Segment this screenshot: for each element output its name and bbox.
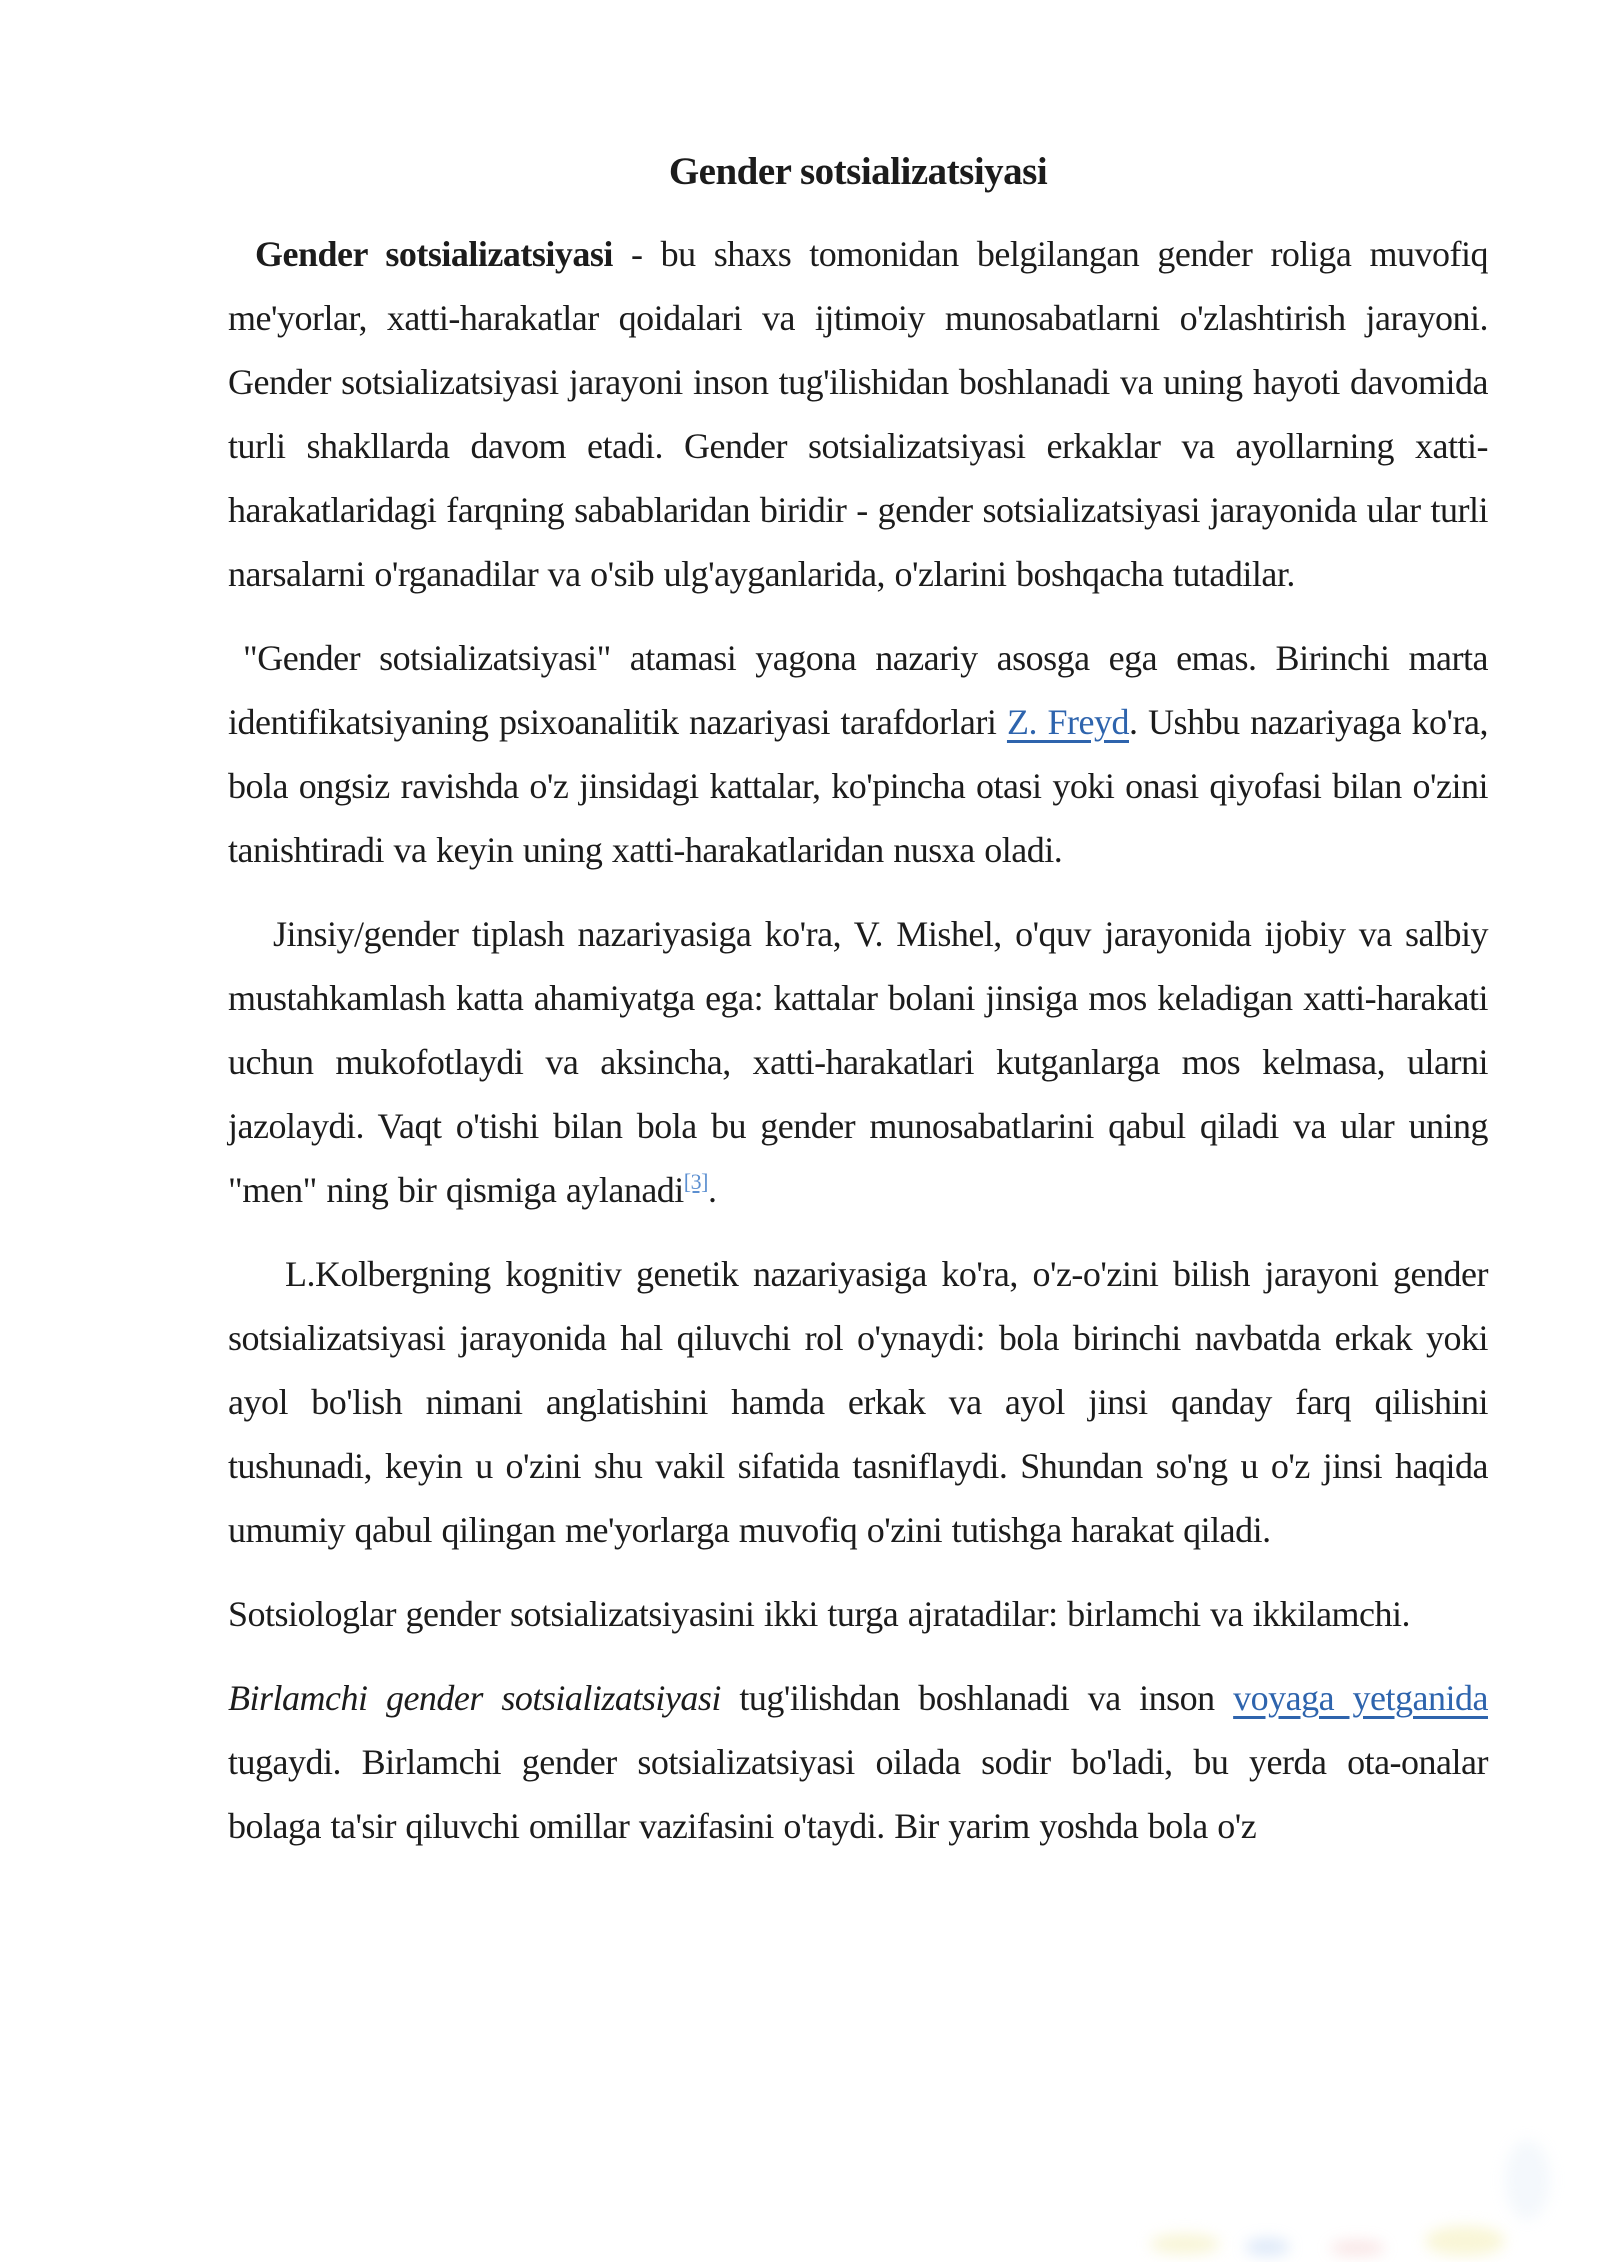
paragraph — [228, 1582, 1488, 1646]
text-run: "Gender sotsializatsiyasi" atamasi yagona nazariy asosga ega emas. Birinchi marta identifikatsiyaning psixoanalitik nazariyasi tarafdorlari — [228, 638, 1488, 742]
text-run: Gender sotsializatsiyasi — [255, 234, 613, 274]
freyd-link[interactable]: Z. Freyd — [1006, 702, 1129, 742]
text-run: . Ushbu nazariyaga ko'ra, bola ongsiz ravishda o'z jinsidagi kattalar, ko'pincha otasi yoki onasi qiyofasi bilan o'zini tanishtiradi va keyin uning xatti-harakatlaridan nusxa oladi. — [228, 702, 1489, 870]
scan-artifact — [1425, 2226, 1505, 2256]
document-body — [228, 222, 1488, 1858]
footnote-ref — [684, 1169, 708, 1194]
text-run: Sotsiologlar gender sotsializatsiyasini ikki turga ajratadilar: birlamchi va ikkilamchi. — [228, 1594, 1411, 1634]
footnote-3-link[interactable]: [3] — [683, 1169, 708, 1194]
paragraph — [228, 626, 1488, 882]
scan-artifact — [1150, 2234, 1220, 2254]
text-run: tugaydi. Birlamchi gender sotsializatsiyasi oilada sodir bo'ladi, bu yerda ota-onalar bolaga ta'sir qiluvchi omillar vazifasini o'taydi. Bir yarim yoshda bola o'z — [228, 1742, 1488, 1846]
paragraph — [228, 1242, 1488, 1562]
text-run: L.Kolbergning kognitiv genetik nazariyasiga ko'ra, o'z-o'zini bilish jarayoni gender sotsializatsiyasi jarayonida hal qiluvchi rol o'ynaydi: bola birinchi navbatda erkak yoki ayol bo'lish nimani anglatishini hamda erkak va ayol jinsi qanday farq qilishini tushunadi, keyin u o'zini shu vakil sifatida tasniflaydi. Shundan so'ng u o'z jinsi haqida umumiy qabul qilingan me'yorlarga muvofiq o'zini tutishga harakat qiladi. — [228, 1254, 1488, 1550]
voyaga-yetganida-link[interactable]: voyaga yetganida — [1233, 1678, 1488, 1718]
scan-artifact — [1505, 2140, 1550, 2220]
text-run: Birlamchi gender sotsializatsiyasi — [228, 1678, 721, 1718]
paragraph — [228, 902, 1488, 1222]
page-title: Gender sotsializatsiyasi — [668, 150, 1048, 193]
paragraph — [228, 222, 1488, 606]
paragraph — [228, 1666, 1488, 1858]
text-run: Jinsiy/gender tiplash nazariyasiga ko'ra, V. Mishel, o'quv jarayonida ijobiy va salbiy mustahkamlash katta ahamiyatga ega: kattalar bolani jinsiga mos keladigan xatti-harakati uchun mukofotlaydi va aksincha, xatti-harakatlari kutganlarga mos kelmasa, ularni jazolaydi. Vaqt o'tishi bilan bola bu gender munosabatlarini qabul qiladi va ular uning "men" ning bir qismiga aylanadi — [228, 914, 1488, 1210]
text-run: - bu shaxs tomonidan belgilangan gender roliga muvofiq me'yorlar, xatti-harakatlar qoidalari va ijtimoiy munosabatlarni o'zlashtirish jarayoni. Gender sotsializatsiyasi jarayoni inson tug'ilishidan boshlanadi va uning hayoti davomida turli shakllarda davom etadi. Gender sotsializatsiyasi erkaklar va ayollarning xatti-harakatlaridagi farqning sabablaridan biridir - gender sotsializatsiyasi jarayonida ular turli narsalarni o'rganadilar va o'sib ulg'ayganlarida, o'zlarini boshqacha tutadilar. — [228, 234, 1488, 594]
scan-artifact — [1245, 2238, 1290, 2256]
text-run: tug'ilishdan boshlanadi va inson — [720, 1678, 1234, 1718]
text-run: . — [707, 1170, 717, 1210]
scan-artifact — [1330, 2240, 1385, 2256]
